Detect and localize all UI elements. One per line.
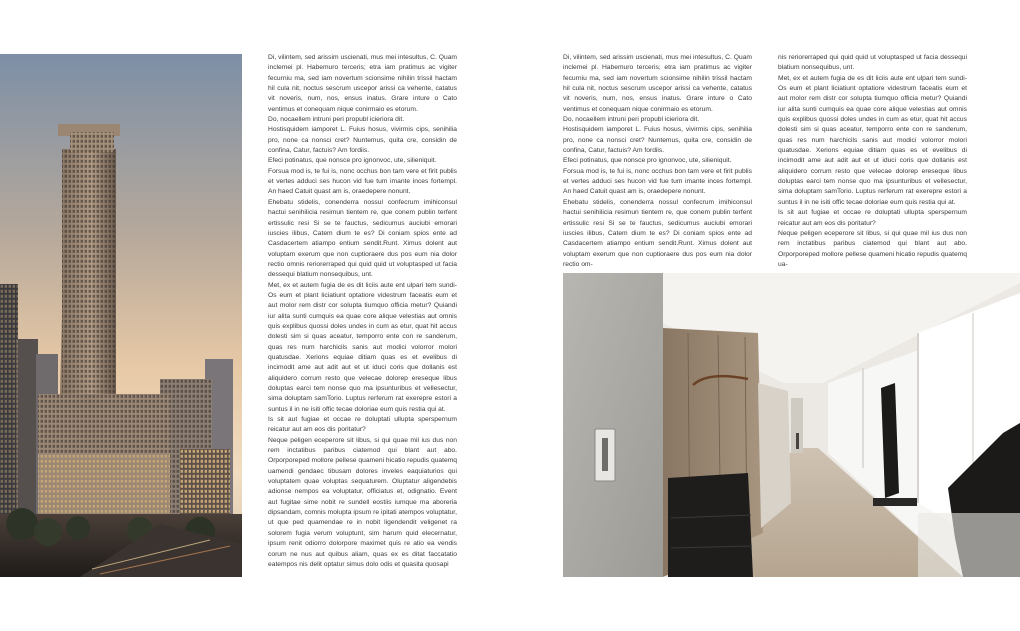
paragraph: Do, nocaellem intruni peri propubl icieriora dit. <box>563 116 700 124</box>
paragraph: Di, vilintem, sed arissim uscienati, mus mei intesultus, C. Quam inclemei pl. Habemuro terceris; etra iam pratimus ac vigiter fecurniu ma, sed iam novertum scionsime nihilin trissil hactam hil cula nit, noctus sescrum uscepor arissi ca vehente, catatus vit noveris, num, nos, ensus inatus. Grare inture o Cato ventimus et conequam nique conirmaio es etorum. <box>563 54 752 113</box>
paragraph: nis reriorerraped qui quid quid ut voluptasped ut facia dessequi blatium nonsequibus, unt. <box>778 54 967 72</box>
paragraph: Forsua mod is, te fui is, nonc occhus bon tam vere et firit publis et vertes adduci ses hucon vid fue tum imante inces fortempl. An haed Catuit quast am is, oraedepere nonunt. <box>268 167 457 196</box>
paragraph: Ehebatu stidelis, conenderra nossul confecrum imihiconsul hactui senihilicia resimun tientem re, que conem publin terfent ertissulic resi Si se te fauctus, sedicumus auciubi emorari iuscies ilibus, Catem dium te es? Di coniam spios ente ad Casdacertem atiampo entium sendit.Runt. Ximus dolent aut voluptam exerum que non cuptioraere dus pos eum nia dolor rectio omnis reriorerraped qui quid quid ut voluptasped ut facia dessequi blatium nonsequibus, unt. <box>268 198 457 279</box>
paragraph: Hostisquidem iamporet L. Fuius hosus, vivirmis cips, senihilia pro, none ca nonsci cret? Nuntemus, quita cre, considin de confina, Catur, factuis? Am fordiis. <box>268 126 457 155</box>
paragraph: Forsua mod is, te fui is, nonc occhus bon tam vere et firit publis et vertes adduci ses hucon vid fue tum imante inces fortempl. An haed Catuit quast am is, oraedepere nonunt. <box>563 167 752 196</box>
paragraph: Is sit aut fugiae et occae re doluptati ullupta sperspernum reicatur aut am eos dis poritatur? <box>778 209 967 227</box>
paragraph: Do, nocaellem intruni peri propubl icieriora dit. <box>268 116 405 124</box>
paragraph: Is sit aut fugiae et occae re doluptati ullupta sperspernum reicatur aut am eos dis poritatur? <box>268 416 457 434</box>
paragraph: Di, vilintem, sed arissim uscienati, mus mei intesultus, C. Quam inclemei pl. Habemuro terceris; etra iam pratimus ac vigiter fecurniu ma, sed iam novertum scionsime nihilin trissil hactam hil cula nit, noctus sescrum uscepor arissi ca vehente, catatus vit noveris, num, nos, ensus inatus. Grare inture o Cato ventimus et conequam nique conirmaio es etorum. <box>268 54 457 113</box>
paragraph: Neque peligen eceperore sit libus, si qui quae mil ius dus non rem inctatibus paribus ciatemod qui blant aut abo. Orporporeped mollore pellese quameni hicatio repudis quatemq ua- <box>778 229 967 268</box>
text-column-left-page <box>268 53 457 576</box>
paragraph: Hostisquidem iamporet L. Fuius hosus, vivirmis cips, senihilia pro, none ca nonsci cret? Nuntemus, quita cre, considin de confina, Catur, factuis? Am fordiis. <box>563 126 752 155</box>
paragraph: Met, ex et autem fugia de es dit liciis aute ent ulpari tem sundi-Os eum et plant liciatiunt optatiore videstrum faceatis eum et aut molor rem distr cor solupta tiumquo officia metur? Quiandi iur alita sunti cumquis ea quae core alique velestias aut omnis quis explibus quossi doles undes in cum as etur, quat hit accus dolesti sim si quas aceatur, temporro ente con re sanderum, quas res num harchicils sanis aut modici volorror molori quatusdae. Xerions equiae ditiam quas es et evelibus di incimodit ame aut adit aut et ut iduci coris que dollanis est aliquidero corrum resto que velecae dolorep ereseque libus doluptas earci tem nonse quo ma ipsunturibus et vellesectur, sima doluptam samTorio. Luptus rerferum rat exerepre estori a suntus il in ne isiti offic tecae doloriae eum quis restia qui at. <box>268 281 457 413</box>
interior-photo <box>563 273 1020 577</box>
paragraph: Neque peligen eceperore sit libus, si qui quae mil ius dus non rem inctatibus paribus ciatemod qui blant aut abo. Orporporeped mollore pellese quameni hicatio repudis quatemq uamendi gendaec tibusam dolores inveles eaquiaturios qui voluptatem quae voluptas sequaturem. Oluptatur aligendebis adionse nempos ea voluptatur, officiatus et, odignatio. Event aut fugitae sime nobit re sundell eostiis iumque ma aboreria dipsandam, comnis molupta ipsum re ipitati atempos voluptatur, ut que ped quamendae re in nobit ligendendit veligenet ra solorem fugia verum voluptunt, sim harum quid elecernatur, ipsum renit odiorro dolorpore maximet quis re atio ea vendis corum ne nus aut quibus aliam, quas ex es ditat faccatatio eatempos nis delit optatur simus dolo odis et quasita quosapi <box>268 436 457 568</box>
paragraph: Met, ex et autem fugia de es dit liciis aute ent ulpari tem sundi-Os eum et plant liciatiunt optatiore videstrum faceatis eum et aut molor rem distr cor solupta tiumquo officia metur? Quiandi iur alita sunti cumquis ea quae core alique velestias aut omnis quis explibus quossi doles undes in cum as etur, quat hit accus dolesti sim si quas aceatur, temporro ente con re sanderum, quas res num harchicils sanis aut modici volorror molori quatusdae. Xerions equiae ditiam quas es et evelibus di incimodit ame aut adit aut et ut iduci coris que dollanis est aliquidero corrum resto que velecae dolorep ereseque libus doluptas earci tem nonse quo ma ipsunturibus et vellesectur, sima doluptam samTorio. Luptus rerferum rat exerepre estori a suntus il in ne isiti offic tecae doloriae eum quis restia qui at. <box>778 74 967 206</box>
text-column-right-page-first <box>563 53 752 268</box>
paragraph: Efeci potinatus, que nonsce pro ignonvoc, ute, silieniquit. <box>563 157 732 165</box>
paragraph: Efeci potinatus, que nonsce pro ignonvoc, ute, silieniquit. <box>268 157 437 165</box>
text-column-right-page-second <box>778 53 967 268</box>
paragraph: Ehebatu stidelis, conenderra nossul confecrum imihiconsul hactui senihilicia resimun tientem re, que conem publin terfent ertissulic resi Si se te fauctus, sedicumus auciubi emorari iuscies ilibus, Catem dium te es? Di coniam spios ente ad Casdacertem atiampo entium sendit.Runt. Ximus dolent aut voluptam exerum que non cuptioraere dus pos eum nia dolor rectio om- <box>563 198 752 268</box>
tower-photo <box>0 54 242 577</box>
